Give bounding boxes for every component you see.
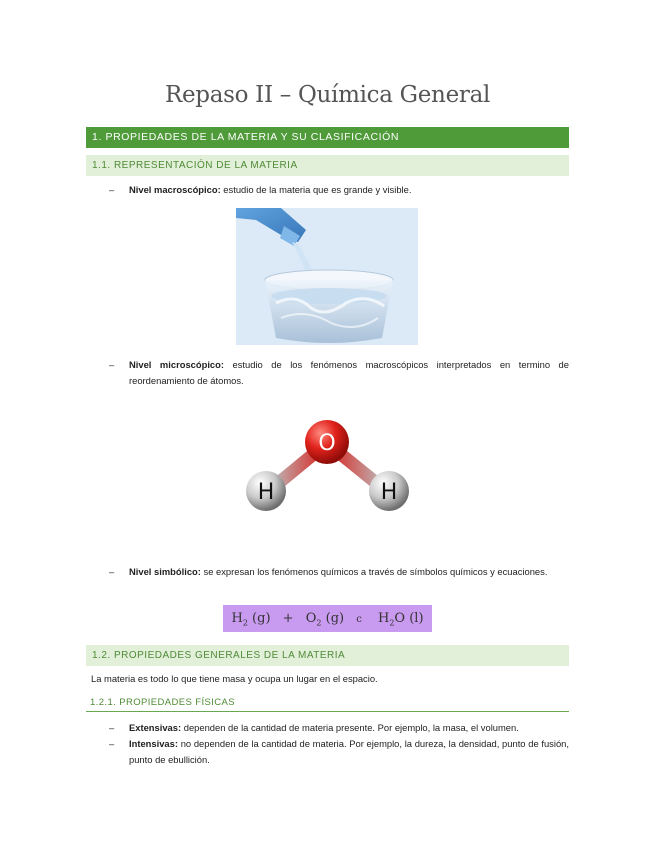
- bullet-term: Nivel simbólico:: [129, 566, 201, 577]
- eq-product-subscript: 2: [389, 618, 395, 628]
- water-photo: [236, 208, 418, 345]
- bullet-text: estudio de la materia que es grande y visible.: [220, 184, 412, 195]
- water-molecule-diagram: [240, 415, 415, 525]
- bullet-term: Intensivas:: [129, 738, 178, 749]
- bullet-intensivas: [109, 736, 569, 767]
- subsubsection-heading-1-2-1: 1.2.1. PROPIEDADES FÍSICAS: [86, 697, 569, 712]
- eq-product: H: [377, 611, 390, 626]
- bullet-dash: –: [109, 566, 115, 577]
- subsection-heading-1-2: 1.2. PROPIEDADES GENERALES DE LA MATERIA: [86, 645, 569, 666]
- bullet-dash: –: [109, 184, 115, 195]
- eq-o2: O: [305, 611, 317, 626]
- bullet-term: Nivel macroscópico:: [129, 184, 221, 195]
- bullet-text: dependen de la cantidad de materia presente. Por ejemplo, la masa, el volumen.: [181, 722, 519, 733]
- chemical-equation: [223, 605, 432, 632]
- bullet-extensivas: [109, 720, 569, 736]
- paragraph-materia: La materia es todo lo que tiene masa y ocupa un lugar en el espacio.: [91, 673, 378, 684]
- eq-h2: H: [231, 611, 243, 626]
- bullet-text: estudio de los fenómenos macroscópicos interpretados en termino de reordenamiento de átomos.: [129, 359, 569, 386]
- bullet-term: Extensivas:: [129, 722, 182, 733]
- bullet-dash: –: [109, 722, 115, 733]
- eq-o2-subscript: 2: [316, 618, 322, 628]
- bullet-text: no dependen de la cantidad de materia. Por ejemplo, la dureza, la densidad, punto de fusión, punto de ebullición.: [129, 738, 569, 765]
- hydrogen-label: H: [257, 480, 275, 505]
- bullet-microscopic: [109, 357, 569, 388]
- eq-o2-state: (g): [321, 611, 345, 626]
- hydrogen-label: H: [380, 480, 398, 505]
- eq-h2-subscript: 2: [242, 618, 248, 628]
- bullet-dash: –: [109, 738, 115, 749]
- page-title: Repaso II – Química General: [164, 82, 491, 108]
- bullet-text: se expresan los fenómenos químicos a través de símbolos químicos y ecuaciones.: [200, 566, 548, 577]
- eq-plus: +: [282, 611, 294, 626]
- eq-arrow: c: [356, 614, 362, 625]
- bullet-term: Nivel microscópico:: [129, 359, 224, 370]
- water-pouring-image: [236, 208, 418, 345]
- oxygen-label: O: [318, 431, 336, 456]
- subsection-heading-1-1: 1.1. REPRESENTACIÓN DE LA MATERIA: [86, 155, 569, 176]
- bullet-symbolic: [109, 564, 569, 580]
- section-heading-1: 1. PROPIEDADES DE LA MATERIA Y SU CLASIFICACIÓN: [86, 127, 569, 148]
- eq-product-rest: O (l): [394, 611, 424, 626]
- bullet-macroscopic: [109, 182, 569, 198]
- eq-h2-state: (g): [247, 611, 271, 626]
- bullet-dash: –: [109, 359, 115, 370]
